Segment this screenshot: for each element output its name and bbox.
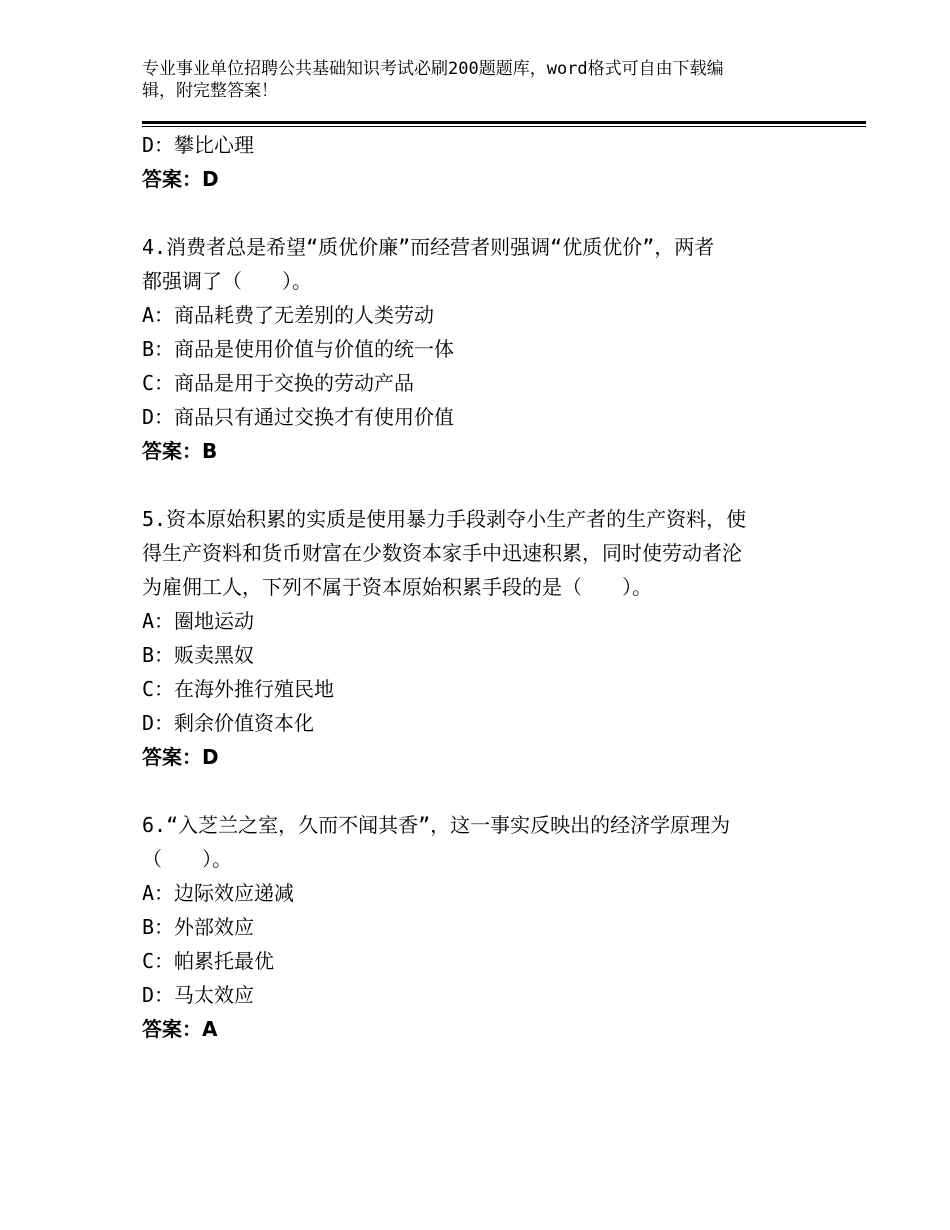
question-text-line: 都强调了（ ）。: [142, 269, 312, 293]
option-a: A：商品耗费了无差别的人类劳动: [142, 303, 435, 327]
option-d: D：马太效应: [142, 983, 255, 1007]
option-a: A：圈地运动: [142, 609, 255, 633]
prev-option-d: D：攀比心理: [142, 133, 255, 157]
question-text-line: 4.消费者总是希望“质优价廉”而经营者则强调“优质优价”，两者: [142, 235, 715, 259]
question-5: [142, 502, 802, 774]
question-text-line: 为雇佣工人，下列不属于资本原始积累手段的是（ ）。: [142, 575, 652, 599]
document-body: [142, 128, 802, 1046]
option-b: B：外部效应: [142, 915, 255, 939]
question-text-line: （ ）。: [142, 847, 232, 871]
header-rule-thin: [142, 126, 866, 127]
prev-answer: 答案：D: [142, 167, 219, 191]
answer: 答案：B: [142, 439, 218, 463]
option-b: B：贩卖黑奴: [142, 643, 255, 667]
option-c: C：帕累托最优: [142, 949, 275, 973]
page-header: [142, 58, 782, 102]
spacer: [142, 774, 802, 808]
question-text-line: 得生产资料和货币财富在少数资本家手中迅速积累，同时使劳动者沦: [142, 541, 742, 565]
question-text-line: 5.资本原始积累的实质是使用暴力手段剥夺小生产者的生产资料，使: [142, 507, 747, 531]
header-rule-thick: [142, 121, 866, 124]
spacer: [142, 196, 802, 230]
option-b: B：商品是使用价值与价值的统一体: [142, 337, 455, 361]
header-line-1: 专业事业单位招聘公共基础知识考试必刷200题题库，word格式可自由下载编: [142, 59, 724, 79]
option-a: A：边际效应递减: [142, 881, 295, 905]
option-c: C：商品是用于交换的劳动产品: [142, 371, 415, 395]
answer: 答案：A: [142, 1017, 218, 1041]
answer: 答案：D: [142, 745, 219, 769]
question-text-line: 6.“入芝兰之室，久而不闻其香”，这一事实反映出的经济学原理为: [142, 813, 731, 837]
spacer: [142, 468, 802, 502]
option-d: D：剩余价值资本化: [142, 711, 315, 735]
header-line-2: 辑，附完整答案！: [142, 81, 278, 101]
option-d: D：商品只有通过交换才有使用价值: [142, 405, 455, 429]
question-6: [142, 808, 802, 1046]
option-c: C：在海外推行殖民地: [142, 677, 335, 701]
question-4: [142, 230, 802, 468]
